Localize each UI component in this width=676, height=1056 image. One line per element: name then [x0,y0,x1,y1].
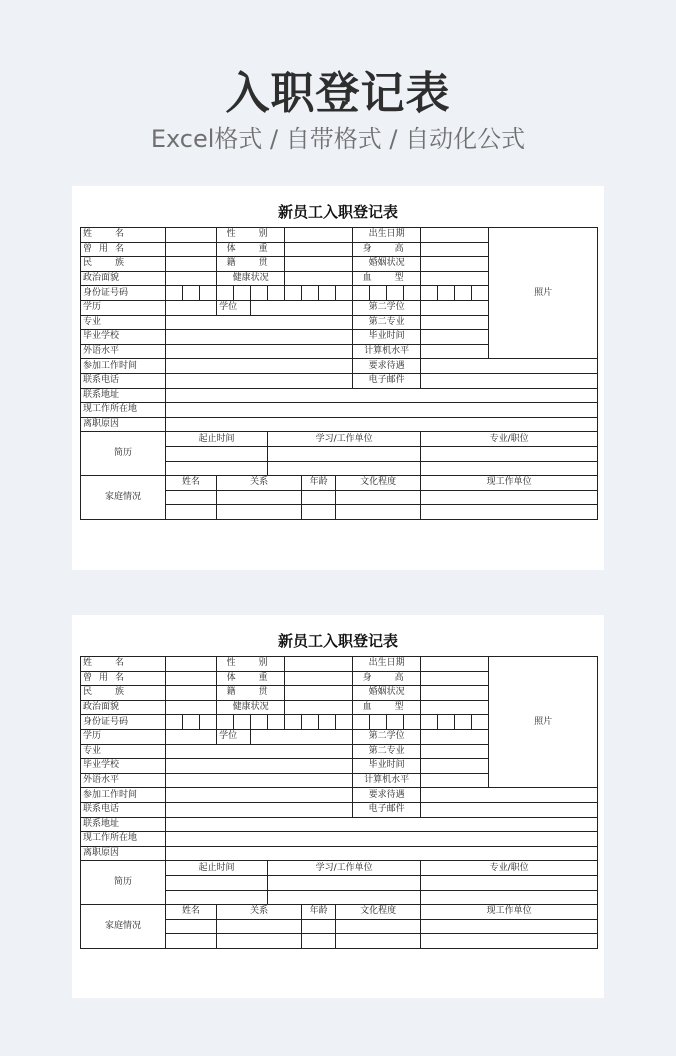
input-email[interactable] [421,373,598,388]
label-political: 政治面貌 [81,271,166,286]
family-header-name: 姓名 [166,476,217,491]
id-digit-cell[interactable] [302,715,319,730]
family-cell[interactable] [166,919,217,934]
label-gender: 性 别 [217,228,285,243]
form-preview-card [72,615,604,998]
input-gender[interactable] [285,228,353,243]
input-education[interactable] [166,729,217,744]
family-cell[interactable] [217,919,302,934]
input-health[interactable] [285,271,353,286]
input-leave-reason[interactable] [166,846,598,861]
registration-form-table [80,227,598,520]
resume-cell[interactable] [166,875,268,890]
family-cell[interactable] [166,505,217,520]
id-digit-cell[interactable] [336,715,353,730]
label-blood: 血 型 [353,700,421,715]
label-email: 电子邮件 [353,373,421,388]
page-subtitle: Excel格式 / 自带格式 / 自动化公式 [150,125,526,153]
resume-cell[interactable] [421,446,598,461]
label-weight: 体 重 [217,242,285,257]
family-header-employer: 现工作单位 [421,905,598,920]
id-digit-cell[interactable] [370,715,387,730]
label-address: 联系地址 [81,817,166,832]
label-second-degree: 第二学位 [353,729,421,744]
family-header-age: 年龄 [302,476,336,491]
input-second-degree[interactable] [421,729,489,744]
label-name: 姓 名 [81,657,166,672]
family-header-education: 文化程度 [336,476,421,491]
resume-cell[interactable] [268,446,421,461]
label-health: 健康状况 [217,271,285,286]
resume-cell[interactable] [268,890,421,905]
family-cell[interactable] [336,919,421,934]
label-salary: 要求待遇 [353,359,421,374]
id-digit-cell[interactable] [421,715,438,730]
label-health: 健康状况 [217,700,285,715]
label-gender: 性 别 [217,657,285,672]
id-digit-cell[interactable] [234,286,251,301]
input-school[interactable] [166,759,353,774]
input-weight[interactable] [285,671,353,686]
input-political[interactable] [166,271,217,286]
label-native-place: 籍 贯 [217,686,285,701]
resume-header-position: 专业/职位 [421,861,598,876]
label-former-name: 曾用名 [81,242,166,257]
id-digit-cell[interactable] [217,286,234,301]
id-digit-cell[interactable] [234,715,251,730]
input-address[interactable] [166,817,598,832]
input-salary[interactable] [421,788,598,803]
id-digit-cell[interactable] [285,715,302,730]
label-marital: 婚姻状况 [353,257,421,272]
family-cell[interactable] [421,934,598,949]
label-former-name: 曾用名 [81,671,166,686]
photo-box[interactable]: 照片 [489,228,598,359]
id-digit-cell[interactable] [183,286,200,301]
input-school[interactable] [166,330,353,345]
resume-header-org: 学习/工作单位 [268,861,421,876]
label-ethnicity: 民 族 [81,257,166,272]
resume-cell[interactable] [421,875,598,890]
family-cell[interactable] [336,505,421,520]
label-current-work: 现工作所在地 [81,832,166,847]
input-grad-time[interactable] [421,330,489,345]
resume-cell[interactable] [166,446,268,461]
label-grad-time: 毕业时间 [353,330,421,345]
label-phone: 联系电话 [81,802,166,817]
label-name: 姓 名 [81,228,166,243]
label-leave-reason: 离职原因 [81,417,166,432]
input-second-degree[interactable] [421,300,489,315]
label-leave-reason: 离职原因 [81,846,166,861]
family-label: 家庭情况 [81,905,166,949]
page-title: 入职登记表 [225,68,451,119]
label-phone: 联系电话 [81,373,166,388]
id-digit-cell[interactable] [455,286,472,301]
input-birth[interactable] [421,657,489,672]
family-cell[interactable] [302,505,336,520]
label-political: 政治面貌 [81,700,166,715]
input-work-start[interactable] [166,359,353,374]
family-cell[interactable] [421,490,598,505]
label-school: 毕业学校 [81,759,166,774]
label-degree: 学位 [217,300,251,315]
input-name[interactable] [166,228,217,243]
resume-cell[interactable] [166,461,268,476]
input-leave-reason[interactable] [166,417,598,432]
id-digit-cell[interactable] [353,715,370,730]
label-work-start: 参加工作时间 [81,359,166,374]
label-second-major: 第二专业 [353,744,421,759]
label-grad-time: 毕业时间 [353,759,421,774]
label-email: 电子邮件 [353,802,421,817]
label-salary: 要求待遇 [353,788,421,803]
form-title: 新员工入职登记表 [277,203,398,221]
id-digit-cell[interactable] [302,286,319,301]
label-birth: 出生日期 [353,228,421,243]
label-current-work: 现工作所在地 [81,403,166,418]
id-digit-cell[interactable] [268,715,285,730]
input-name[interactable] [166,657,217,672]
id-digit-cell[interactable] [251,715,268,730]
family-cell[interactable] [336,934,421,949]
label-education: 学历 [81,300,166,315]
family-cell[interactable] [421,919,598,934]
resume-label: 简历 [81,861,166,905]
input-education[interactable] [166,300,217,315]
label-birth: 出生日期 [353,657,421,672]
resume-cell[interactable] [268,875,421,890]
id-digit-cell[interactable] [421,286,438,301]
form-preview-card [72,186,604,570]
id-digit-cell[interactable] [319,715,336,730]
id-digit-cell[interactable] [387,286,404,301]
id-digit-cell[interactable] [319,286,336,301]
family-cell[interactable] [217,934,302,949]
label-second-degree: 第二学位 [353,300,421,315]
label-ethnicity: 民 族 [81,686,166,701]
family-cell[interactable] [421,505,598,520]
input-gender[interactable] [285,657,353,672]
id-digit-cell[interactable] [387,715,404,730]
id-digit-cell[interactable] [183,715,200,730]
label-degree: 学位 [217,729,251,744]
input-height[interactable] [421,671,489,686]
input-marital[interactable] [421,257,489,272]
label-address: 联系地址 [81,388,166,403]
id-digit-cell[interactable] [166,286,183,301]
family-label: 家庭情况 [81,476,166,520]
input-computer[interactable] [421,773,489,788]
input-foreign-lang[interactable] [166,773,353,788]
label-major: 专业 [81,744,166,759]
label-blood: 血 型 [353,271,421,286]
label-id-number: 身份证号码 [81,715,166,730]
family-header-name: 姓名 [166,905,217,920]
input-marital[interactable] [421,686,489,701]
label-height: 身 高 [353,671,421,686]
input-grad-time[interactable] [421,759,489,774]
input-current-work[interactable] [166,832,598,847]
label-computer: 计算机水平 [353,773,421,788]
family-cell[interactable] [166,490,217,505]
family-header-relation: 关系 [217,905,302,920]
id-digit-cell[interactable] [200,286,217,301]
label-major: 专业 [81,315,166,330]
label-foreign-lang: 外语水平 [81,773,166,788]
input-native-place[interactable] [285,257,353,272]
id-digit-cell[interactable] [438,286,455,301]
input-former-name[interactable] [166,671,217,686]
input-computer[interactable] [421,344,489,359]
family-cell[interactable] [302,490,336,505]
family-cell[interactable] [336,490,421,505]
input-phone[interactable] [166,373,353,388]
label-computer: 计算机水平 [353,344,421,359]
label-weight: 体 重 [217,671,285,686]
resume-cell[interactable] [421,461,598,476]
resume-header-position: 专业/职位 [421,432,598,447]
resume-label: 简历 [81,432,166,476]
input-height[interactable] [421,242,489,257]
input-degree[interactable] [251,729,353,744]
input-foreign-lang[interactable] [166,344,353,359]
family-header-age: 年龄 [302,905,336,920]
label-school: 毕业学校 [81,330,166,345]
input-native-place[interactable] [285,686,353,701]
id-digit-cell[interactable] [336,286,353,301]
input-blood[interactable] [421,700,489,715]
resume-header-org: 学习/工作单位 [268,432,421,447]
label-foreign-lang: 外语水平 [81,344,166,359]
family-cell[interactable] [217,490,302,505]
input-salary[interactable] [421,359,598,374]
input-degree[interactable] [251,300,353,315]
input-current-work[interactable] [166,403,598,418]
input-second-major[interactable] [421,744,489,759]
id-digit-cell[interactable] [438,715,455,730]
resume-cell[interactable] [421,890,598,905]
id-digit-cell[interactable] [251,286,268,301]
id-digit-cell[interactable] [404,715,421,730]
input-work-start[interactable] [166,788,353,803]
id-digit-cell[interactable] [217,715,234,730]
input-second-major[interactable] [421,315,489,330]
label-height: 身 高 [353,242,421,257]
id-digit-cell[interactable] [166,715,183,730]
id-digit-cell[interactable] [353,286,370,301]
id-digit-cell[interactable] [370,286,387,301]
family-cell[interactable] [217,505,302,520]
input-ethnicity[interactable] [166,257,217,272]
id-digit-cell[interactable] [285,286,302,301]
family-header-education: 文化程度 [336,905,421,920]
input-major[interactable] [166,315,353,330]
family-cell[interactable] [302,934,336,949]
resume-cell[interactable] [268,461,421,476]
id-digit-cell[interactable] [404,286,421,301]
input-birth[interactable] [421,228,489,243]
input-major[interactable] [166,744,353,759]
label-work-start: 参加工作时间 [81,788,166,803]
input-ethnicity[interactable] [166,686,217,701]
id-digit-cell[interactable] [200,715,217,730]
label-marital: 婚姻状况 [353,686,421,701]
family-cell[interactable] [166,934,217,949]
family-header-relation: 关系 [217,476,302,491]
input-email[interactable] [421,802,598,817]
input-political[interactable] [166,700,217,715]
input-address[interactable] [166,388,598,403]
input-health[interactable] [285,700,353,715]
label-education: 学历 [81,729,166,744]
family-cell[interactable] [302,919,336,934]
resume-header-period: 起止时间 [166,432,268,447]
family-header-employer: 现工作单位 [421,476,598,491]
photo-box[interactable]: 照片 [489,657,598,788]
resume-cell[interactable] [166,890,268,905]
label-second-major: 第二专业 [353,315,421,330]
input-phone[interactable] [166,802,353,817]
label-id-number: 身份证号码 [81,286,166,301]
form-title: 新员工入职登记表 [277,632,398,650]
input-former-name[interactable] [166,242,217,257]
input-weight[interactable] [285,242,353,257]
id-digit-cell[interactable] [268,286,285,301]
input-blood[interactable] [421,271,489,286]
resume-header-period: 起止时间 [166,861,268,876]
id-digit-cell[interactable] [455,715,472,730]
registration-form-table [80,656,598,949]
label-native-place: 籍 贯 [217,257,285,272]
